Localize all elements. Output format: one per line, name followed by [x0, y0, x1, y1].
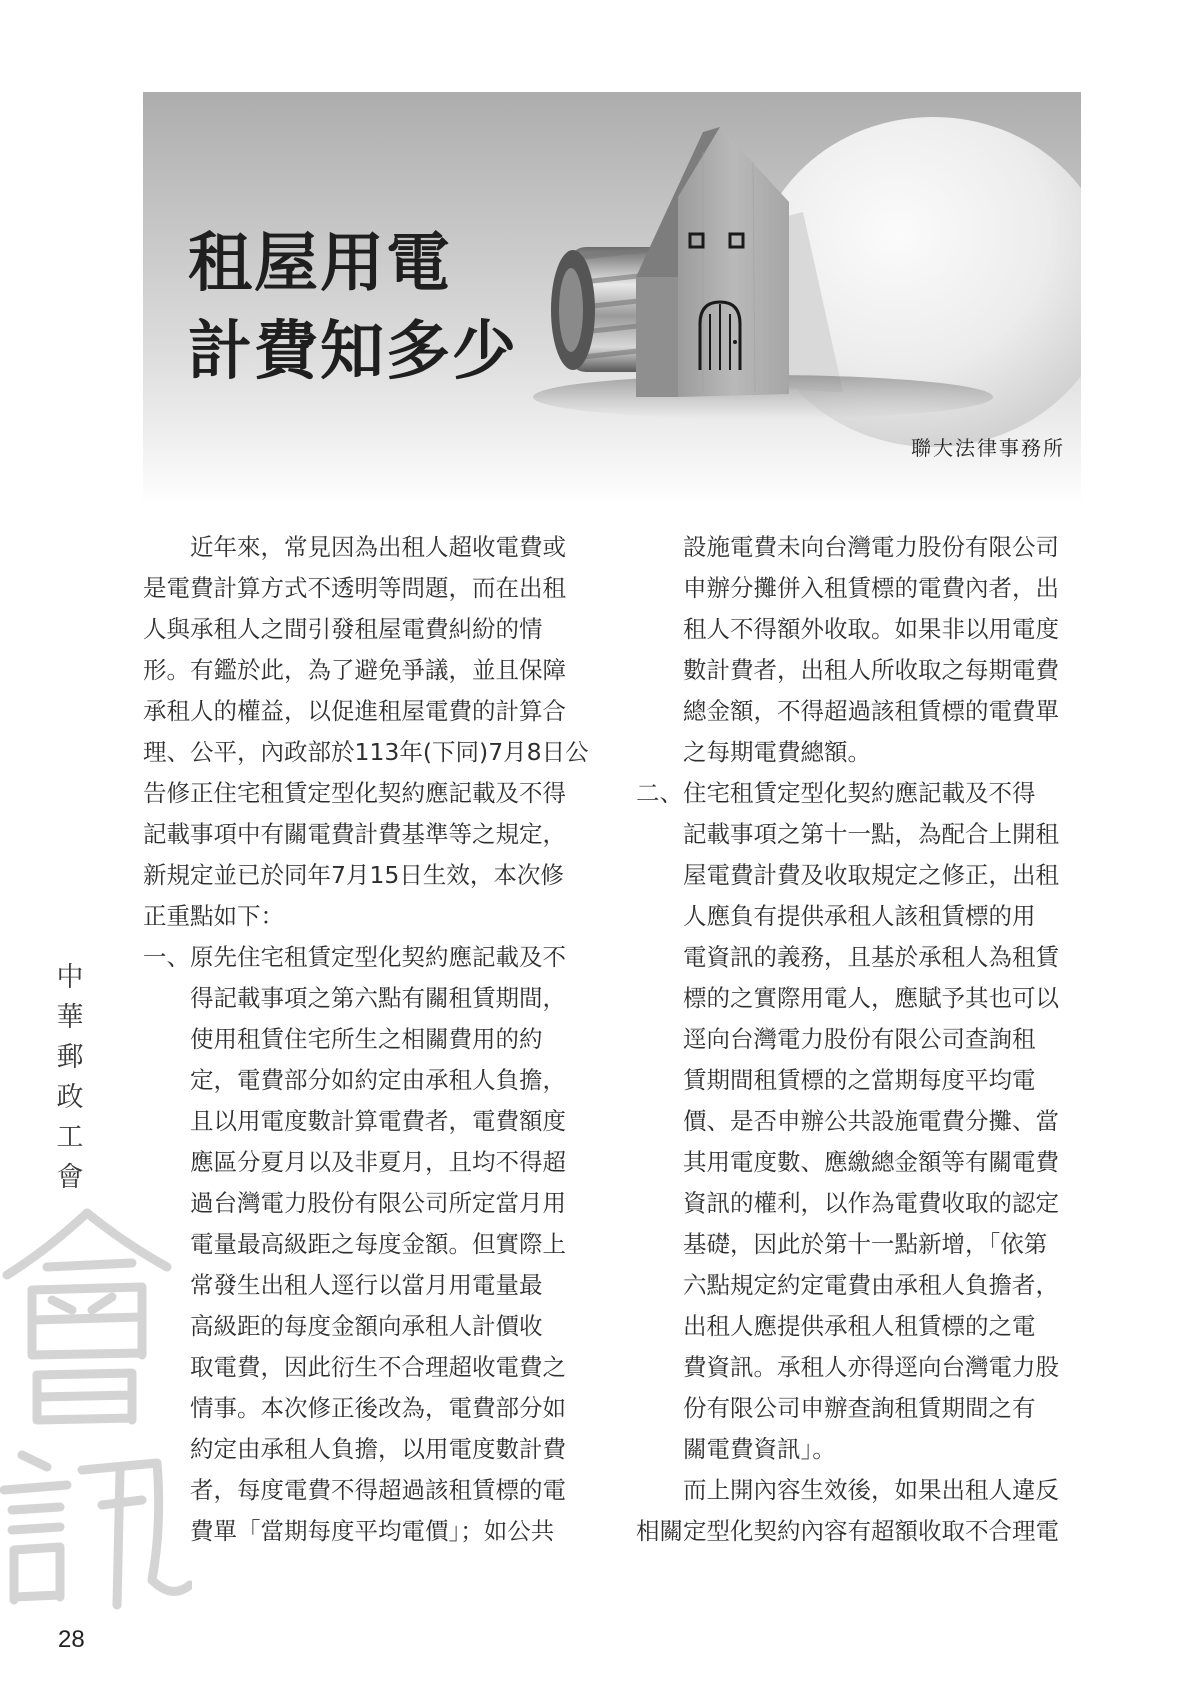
list-item-line: 使用租賃住宅所生之相關費用的約 [190, 1025, 543, 1053]
body-column-left [143, 527, 588, 1552]
list-item-line: 標的之實際用電人，應賦予其也可以 [683, 984, 1059, 1012]
paragraph-line: 理、公平，內政部於113年(下同)7月8日公 [143, 738, 589, 766]
list-item-line: 設施電費未向台灣電力股份有限公司 [683, 533, 1059, 561]
article-author: 聯大法律事務所 [911, 436, 1065, 460]
list-item-line: 得記載事項之第六點有關租賃期間， [190, 984, 566, 1012]
list-item-line: 其用電度數、應繳總金額等有關電費 [683, 1148, 1059, 1176]
list-item-line: 情事。本次修正後改為，電費部分如 [190, 1394, 566, 1422]
list-item-line: 常發生出租人逕行以當月用電量最 [190, 1271, 543, 1299]
paragraph-line: 是電費計算方式不透明等問題，而在出租 [143, 574, 566, 602]
hero-banner [143, 92, 1081, 507]
list-item-line: 電量最高級距之每度金額。但實際上 [190, 1230, 566, 1258]
paragraph-line: 承租人的權益，以促進租屋電費的計算合 [143, 697, 566, 725]
list-item-1-heading: 一、原先住宅租賃定型化契約應記載及不 [143, 943, 566, 971]
paragraph-line: 相關定型化契約內容有超額收取不合理電 [636, 1517, 1059, 1545]
list-item-2-heading: 二、住宅租賃定型化契約應記載及不得 [636, 779, 1036, 807]
list-item-line: 記載事項之第十一點，為配合上開租 [683, 820, 1059, 848]
publication-char: 華 [56, 1002, 84, 1033]
paragraph-line: 近年來，常見因為出租人超收電費或 [190, 533, 566, 561]
list-item-line: 費單「當期每度平均電價」；如公共 [190, 1517, 555, 1545]
list-item-line: 之每期電費總額。 [683, 738, 871, 766]
list-item-line: 價、是否申辦公共設施電費分攤、當 [683, 1107, 1059, 1135]
list-item-line: 關電費資訊」。 [683, 1435, 836, 1463]
body-column-right [636, 527, 1081, 1552]
list-item-line: 高級距的每度金額向承租人計價收 [190, 1312, 543, 1340]
list-item-line: 申辦分攤併入租賃標的電費內者，出 [683, 574, 1059, 602]
list-item-line: 定，電費部分如約定由承租人負擔， [190, 1066, 566, 1094]
paragraph-line: 而上開內容生效後，如果出租人違反 [683, 1476, 1059, 1504]
paragraph-line: 正重點如下： [143, 902, 284, 930]
list-item-line: 基礎，因此於第十一點新增，「依第 [683, 1230, 1048, 1258]
list-item-line: 者，每度電費不得超過該租賃標的電 [190, 1476, 566, 1504]
list-item-line: 數計費者，出租人所收取之每期電費 [683, 656, 1059, 684]
paragraph-line: 新規定並已於同年7月15日生效，本次修 [143, 861, 564, 889]
list-item-line: 資訊的權利，以作為電費收取的認定 [683, 1189, 1059, 1217]
list-item-line: 總金額，不得超過該租賃標的電費單 [683, 697, 1059, 725]
publication-char: 工 [56, 1122, 84, 1153]
article-title-line-2: 計費知多少 [188, 315, 518, 389]
article-title [188, 220, 518, 396]
list-item-line: 租人不得額外收取。如果非以用電度 [683, 615, 1059, 643]
publication-name-vertical [50, 958, 90, 1198]
wooden-house [636, 127, 789, 397]
publication-char: 政 [56, 1082, 84, 1113]
list-item-line: 屋電費計費及收取規定之修正，出租 [683, 861, 1059, 889]
list-item-line: 費資訊。承租人亦得逕向台灣電力股 [683, 1353, 1059, 1381]
list-item-line: 逕向台灣電力股份有限公司查詢租 [683, 1025, 1036, 1053]
list-item-line: 取電費，因此衍生不合理超收電費之 [190, 1353, 566, 1381]
paragraph-line: 記載事項中有關電費計費基準等之規定， [143, 820, 566, 848]
publication-char: 中 [56, 962, 84, 993]
list-item-line: 六點規定約定電費由承租人負擔者， [683, 1271, 1059, 1299]
list-item-line: 出租人應提供承租人租賃標的之電 [683, 1312, 1036, 1340]
paragraph-line: 人與承租人之間引發租屋電費糾紛的情 [143, 615, 543, 643]
publication-char: 郵 [56, 1042, 84, 1073]
page-number: 28 [58, 1626, 85, 1653]
paragraph-line: 告修正住宅租賃定型化契約應記載及不得 [143, 779, 566, 807]
list-item-line: 應區分夏月以及非夏月，且均不得超 [190, 1148, 566, 1176]
list-item-line: 賃期間租賃標的之當期每度平均電 [683, 1066, 1036, 1094]
list-item-line: 且以用電度數計算電費者，電費額度 [190, 1107, 566, 1135]
paragraph-line: 形。有鑑於此，為了避免爭議，並且保障 [143, 656, 566, 684]
list-item-line: 電資訊的義務，且基於承租人為租賃 [683, 943, 1059, 971]
list-item-line: 過台灣電力股份有限公司所定當月用 [190, 1189, 566, 1217]
publication-char: 會 [56, 1162, 84, 1193]
article-title-line-1: 租屋用電 [188, 227, 452, 301]
list-item-line: 人應負有提供承租人該租賃標的用 [683, 902, 1036, 930]
list-item-line: 份有限公司申辦查詢租賃期間之有 [683, 1394, 1036, 1422]
list-item-line: 約定由承租人負擔，以用電度數計費 [190, 1435, 566, 1463]
